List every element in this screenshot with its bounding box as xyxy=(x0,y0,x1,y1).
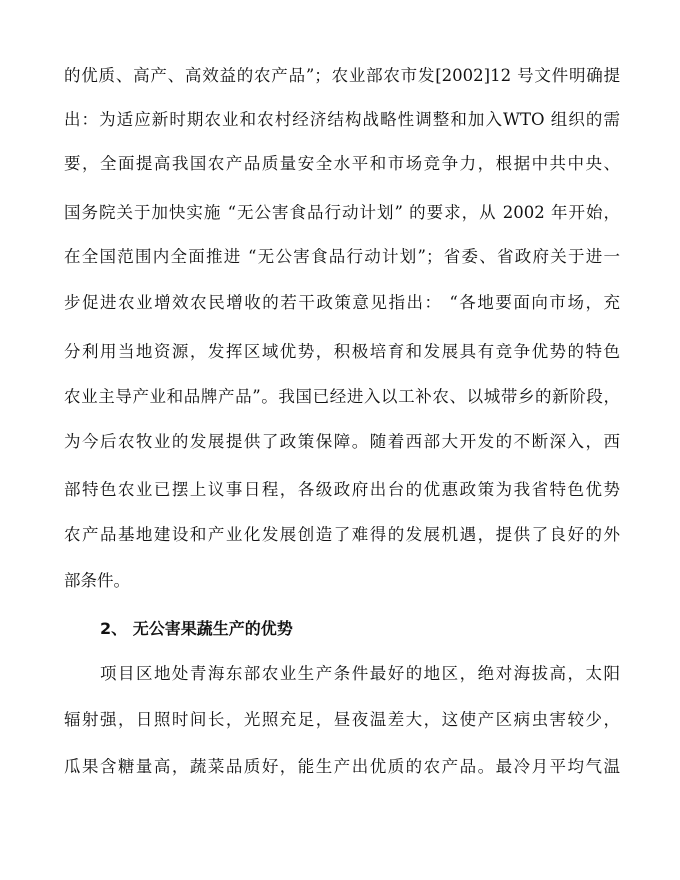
paragraph-line: 国务院关于加快实施 “无公害食品行动计划” 的要求，从 2002 年开始， xyxy=(64,203,620,222)
paragraph-line: 项目区地处青海东部农业生产条件最好的地区，绝对海拔高，太阳 xyxy=(100,664,620,683)
paragraph-line: 在全国范围内全面推进 “无公害食品行动计划”；省委、省政府关于进一 xyxy=(64,247,620,266)
paragraph-line: 步促进农业增效农民增收的若干政策意见指出： “各地要面向市场，充 xyxy=(64,293,620,312)
section-heading: 2、 无公害果蔬生产的优势 xyxy=(100,619,293,638)
paragraph-line: 的优质、高产、高效益的农产品”；农业部农市发[2002]12 号文件明确提 xyxy=(64,66,620,85)
paragraph-line: 分利用当地资源，发挥区域优势，积极培育和发展具有竞争优势的特色 xyxy=(64,342,620,361)
paragraph-line: 要，全面提高我国农产品质量安全水平和市场竞争力，根据中共中央、 xyxy=(64,154,620,173)
paragraph-line: 部条件。 xyxy=(64,571,130,590)
paragraph-line: 辐射强，日照时间长，光照充足，昼夜温差大，这使产区病虫害较少， xyxy=(64,710,620,729)
paragraph-line: 为今后农牧业的发展提供了政策保障。随着西部大开发的不断深入，西 xyxy=(64,432,620,451)
paragraph-line: 农产品基地建设和产业化发展创造了难得的发展机遇，提供了良好的外 xyxy=(64,525,620,544)
paragraph-line: 部特色农业已摆上议事日程，各级政府出台的优惠政策为我省特色优势 xyxy=(64,480,620,499)
paragraph-line: 农业主导产业和品牌产品”。我国已经进入以工补农、以城带乡的新阶段， xyxy=(64,387,620,406)
paragraph-line: 瓜果含糖量高，蔬菜品质好，能生产出优质的农产品。最冷月平均气温 xyxy=(64,757,620,776)
paragraph-line: 出：为适应新时期农业和农村经济结构战略性调整和加入WTO 组织的需 xyxy=(64,110,620,129)
